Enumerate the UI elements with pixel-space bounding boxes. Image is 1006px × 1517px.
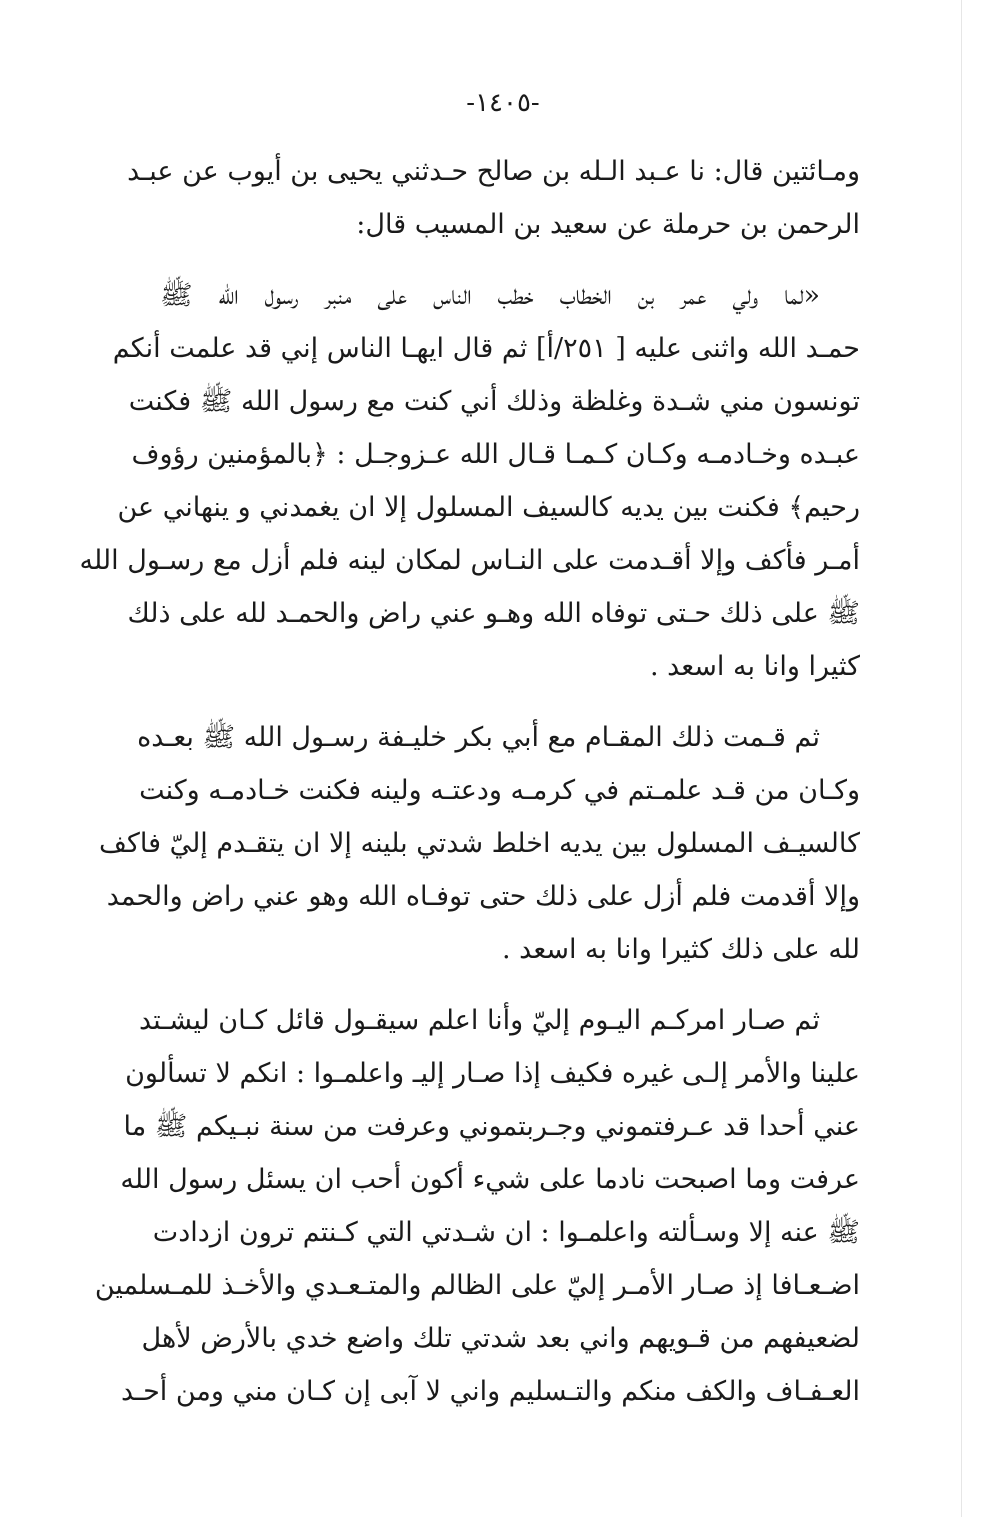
text-line: «لما ولي عمر بن الخطاب خطب الناس على منبر رسول الله ﷺ bbox=[160, 280, 820, 311]
paragraph bbox=[99, 711, 860, 976]
page-edge-line bbox=[961, 0, 962, 1517]
paragraph bbox=[127, 145, 860, 251]
text-line: عني أحدا قد عـرفتموني وجـربتموني وعرفت من سنة نبـيكم ﷺ ما bbox=[123, 1111, 860, 1142]
paragraph bbox=[79, 269, 860, 693]
paragraph-gap bbox=[160, 976, 860, 994]
text-line: وكـان من قـد علمـتم في كرمـه ودعتـه ولينه فكنت خـادمـه وكنت bbox=[139, 775, 860, 806]
text-line: ومـائتين قال: نا عـبد الـله بن صالح حـدثني يحيى بن أيوب عن عبـد bbox=[127, 156, 860, 187]
text-line: رحيم﴾ فكنت بين يديه كالسيف المسلول إلا ان يغمدني و ينهاني عن bbox=[117, 492, 860, 523]
text-line: الرحمن بن حرملة عن سعيد بن المسيب قال: bbox=[356, 209, 860, 240]
body-text bbox=[79, 145, 860, 1418]
text-line: اضـعـافا إذ صـار الأمـر إليّ على الظالم والمتـعـدي والأخـذ للمـسلمين bbox=[94, 1270, 860, 1301]
text-line: لضعيفهم من قـويهم واني بعد شدتي تلك واضع خدي بالأرض لأهل bbox=[141, 1323, 860, 1354]
paragraph-gap bbox=[160, 693, 860, 711]
text-line: تونسون مني شـدة وغلظة وذلك أني كنت مع رسول الله ﷺ فكنت bbox=[128, 386, 860, 417]
page-number: -١٤٠٥- bbox=[466, 88, 540, 118]
text-line: لله على ذلك كثيرا وانا به اسعد . bbox=[501, 934, 860, 965]
text-line: كثيرا وانا به اسعد . bbox=[649, 651, 860, 682]
paragraph-gap bbox=[160, 251, 860, 269]
text-line: ثم صـار امركـم اليـوم إليّ وأنا اعلم ﺳﻴﻘـول قائل كـان ليشـتد bbox=[139, 1005, 820, 1036]
text-line: عبـده وخـادمـه وكـان كـمـا قـال الله عـزوجـل : ﴿بالمؤمنين رؤوف bbox=[131, 439, 860, 470]
text-line: كالسيـف المسلول بين يديه اخلط شدتي بلينه إلا ان يتقـدم إليّ فاكف bbox=[99, 828, 860, 859]
text-line: ﷺ على ذلك حـتى توفاه الله وهـو عني راض والحمـد لله على ذلك bbox=[127, 598, 860, 629]
paragraph bbox=[94, 994, 860, 1418]
text-line: ﷺ عنه إلا وسـألته واعلمـوا : ان شـدتي التي كـنتم ترون ازدادت bbox=[152, 1217, 860, 1248]
text-line: أمـر فأكف وإلا أقـدمت على النـاس لمكان لينه فلم أزل مع رسـول الله bbox=[79, 545, 860, 576]
text-line: ثم قـمت ذلك المقـام مع أبي بكر خليـفة رسـول الله ﷺ بعـده bbox=[137, 722, 820, 753]
text-line: حمـد الله واثنى عليه [ ٢٥١/أ] ثم قال ايهـا الناس إني قد علمت أنكم bbox=[112, 333, 860, 364]
text-line: علينا والأمر إلـى غيره فكيف إذا صـار إليـ واعلمـوا : انكم لا تسألون bbox=[125, 1058, 860, 1089]
text-line: عرفت وما اصبحت نادما على شيء أكون أحب ان يسئل رسول الله bbox=[120, 1164, 860, 1195]
text-line: وإلا أقدمت فلم أزل على ذلك حتى توفـاه الله وهو عني راض والحمد bbox=[106, 881, 860, 912]
text-line: العـفـاف والكف منكم والتـسليم واني لا آبى إن كـان مني ومن أحـد bbox=[120, 1376, 860, 1407]
